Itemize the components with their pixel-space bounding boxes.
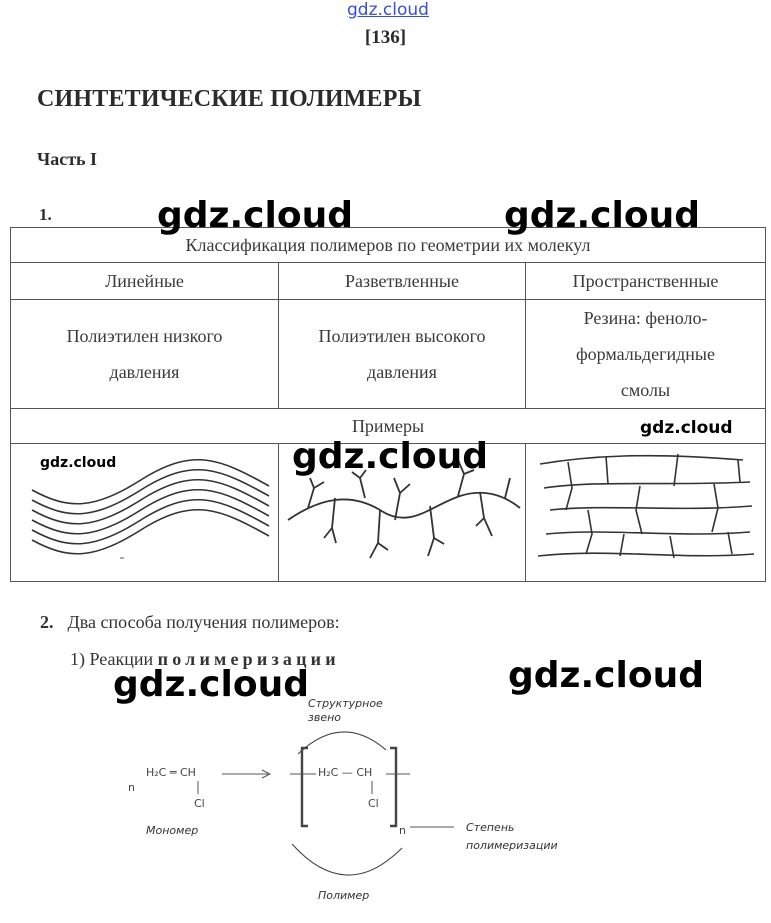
item-1-bold: полимеризации — [157, 649, 340, 669]
right-bracket — [390, 748, 396, 826]
task-1-number: 1. — [39, 205, 52, 224]
unit-chlorine: Cl — [368, 797, 379, 810]
item-1-text: Реакции — [89, 649, 154, 669]
watermark: gdz.cloud — [292, 436, 488, 477]
task-2-text: Два способа получения полимеров: — [67, 612, 340, 632]
label-structural-unit-1: Структурное — [308, 697, 383, 710]
type-spatial: Пространственные — [526, 263, 766, 300]
polymerization-scheme — [110, 690, 580, 912]
table-row — [11, 300, 766, 409]
page-title: СИНТЕТИЧЕСКИЕ ПОЛИМЕРЫ — [37, 86, 422, 112]
example-spatial: Резина: феноло- формальдегидные смолы — [526, 300, 766, 409]
label-polymer: Полимер — [318, 889, 370, 902]
type-linear: Линейные — [11, 263, 279, 300]
task-2 — [40, 612, 340, 633]
example-branched: Полиэтилен высокого давления — [279, 300, 526, 409]
unit-formula: H₂C — CH — [318, 766, 373, 779]
watermark: gdz.cloud — [157, 195, 353, 236]
example-linear: Полиэтилен низкого давления — [11, 300, 279, 409]
watermark: gdz.cloud — [508, 655, 704, 696]
watermark: gdz.cloud — [640, 418, 733, 438]
coefficient-n: n — [128, 781, 135, 794]
examples-header: Примеры — [11, 409, 766, 444]
monomer-formula: H₂C ═ CH — [146, 766, 196, 779]
watermark: gdz.cloud — [40, 455, 117, 471]
label-degree-2: полимеризации — [466, 839, 558, 852]
table-row — [11, 263, 766, 300]
item-1-number: 1) — [70, 649, 85, 669]
label-monomer: Мономер — [146, 824, 199, 837]
label-structural-unit-2: звено — [308, 711, 342, 724]
spatial-polymer-diagram — [528, 448, 764, 578]
watermark: gdz.cloud — [113, 664, 309, 705]
monomer-chlorine: Cl — [194, 797, 205, 810]
task-2-number: 2. — [40, 612, 54, 632]
label-degree-1: Степень — [466, 821, 515, 834]
part-heading: Часть I — [37, 149, 98, 169]
polymer-brace — [292, 844, 402, 875]
watermark: gdz.cloud — [504, 195, 700, 236]
left-bracket — [302, 748, 308, 826]
table-header: Классификация полимеров по геометрии их молекул — [11, 228, 766, 263]
page-number: [136] — [364, 27, 407, 48]
subscript-n: n — [399, 824, 406, 837]
unit-brace — [298, 732, 386, 754]
classification-table — [10, 227, 766, 582]
watermark-link[interactable]: gdz.cloud — [347, 0, 429, 20]
type-branched: Разветвленные — [279, 263, 526, 300]
spatial-structure-picture — [526, 444, 766, 582]
